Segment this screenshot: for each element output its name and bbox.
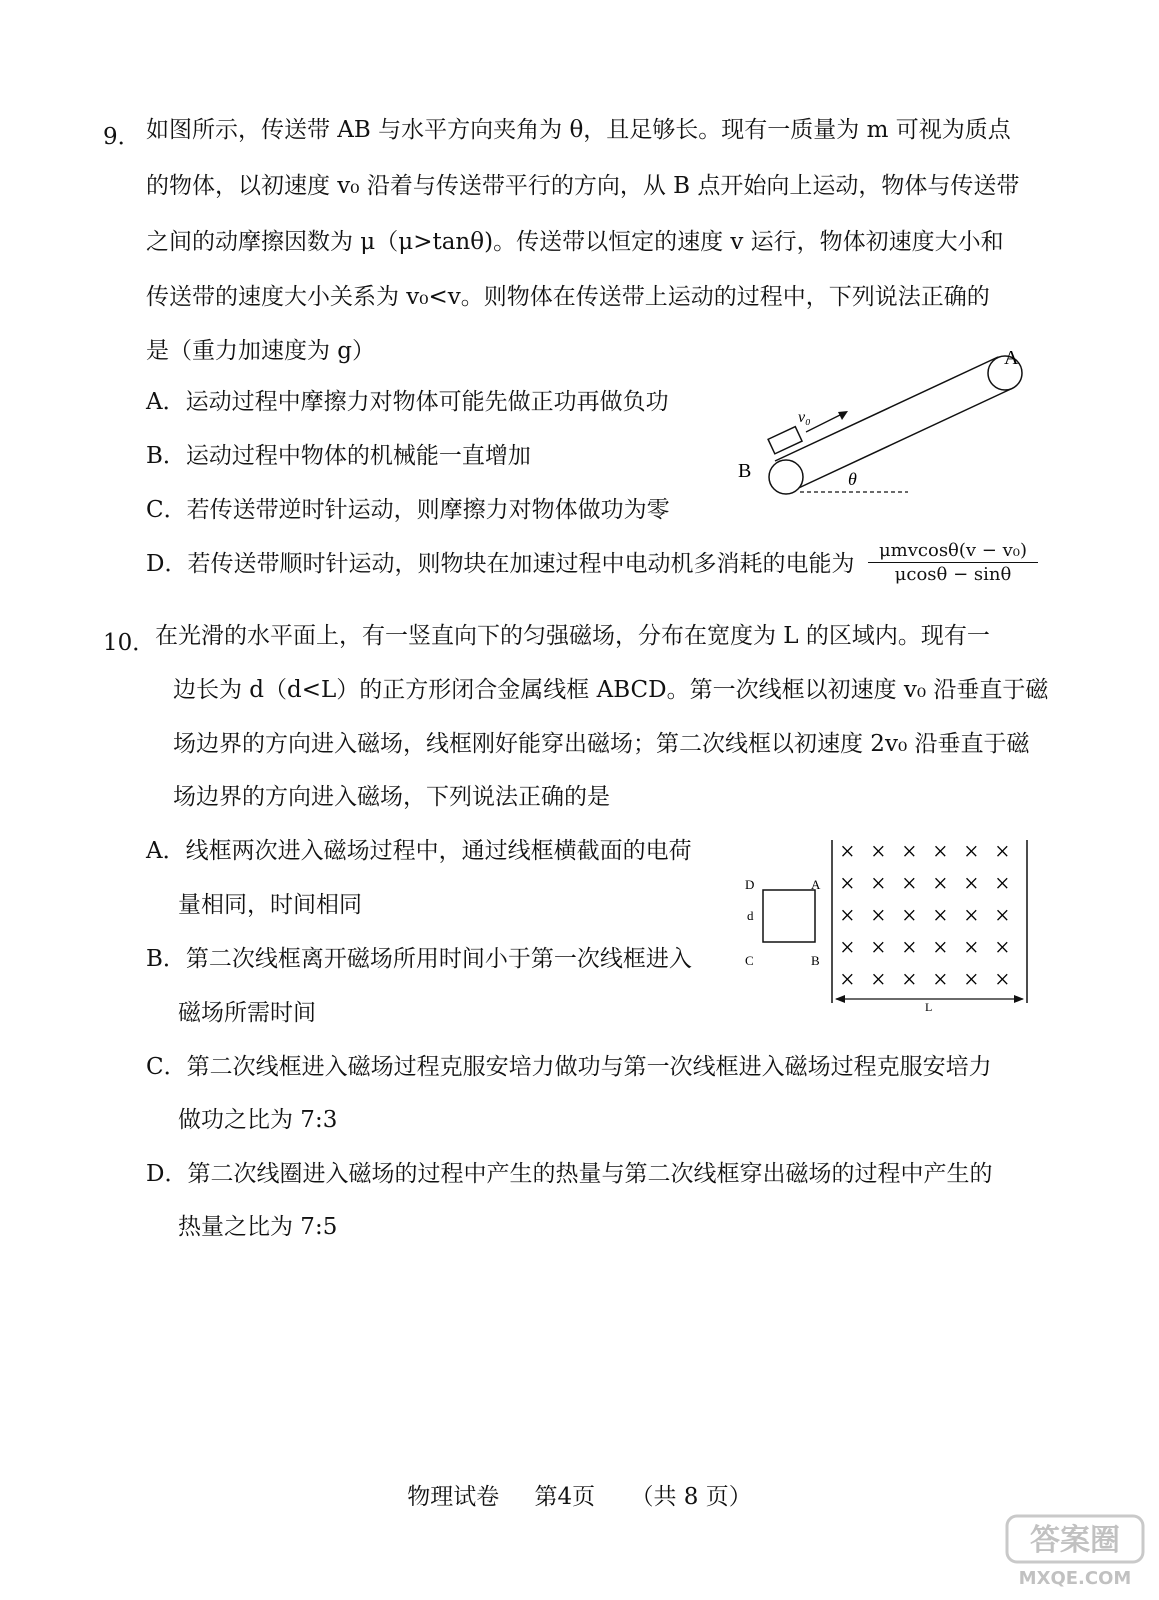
q9-line-3: 之间的动摩擦因数为 μ（μ>tanθ)。传送带以恒定的速度 v 运行，物体初速度大小和: [146, 229, 1004, 255]
field-mark: ×: [964, 933, 979, 962]
coil-label-b: B: [811, 953, 820, 968]
field-mark: ×: [964, 837, 979, 866]
field-mark: ×: [933, 965, 948, 994]
field-mark: ×: [871, 837, 886, 866]
field-mark: ×: [871, 965, 886, 994]
field-marks: [840, 837, 1010, 994]
q10-option-a-line-1: A．线框两次进入磁场过程中，通过线框横截面的电荷: [146, 838, 692, 864]
q10-option-d-line-2: 热量之比为 7:5: [178, 1214, 338, 1240]
field-mark: ×: [964, 965, 979, 994]
field-mark: ×: [964, 869, 979, 898]
field-mark: ×: [995, 965, 1010, 994]
watermark-logo: [1005, 1512, 1145, 1592]
field-mark: ×: [995, 869, 1010, 898]
q10-line-2: 边长为 d（d<L）的正方形闭合金属线框 ABCD。第一次线框以初速度 v₀ 沿垂直于磁: [173, 677, 1049, 703]
watermark-top: 答案圈: [1030, 1523, 1120, 1558]
q9-line-1: 如图所示，传送带 AB 与水平方向夹角为 θ，且足够长。现有一质量为 m 可视为质点: [146, 117, 1011, 143]
width-label-l: L: [925, 1000, 933, 1014]
field-mark: ×: [902, 869, 917, 898]
q10-line-4: 场边界的方向进入磁场，下列说法正确的是: [173, 784, 610, 810]
field-mark: ×: [964, 901, 979, 930]
coil-label-c: C: [745, 953, 754, 968]
q10-option-d-line-1: D．第二次线圈进入磁场的过程中产生的热量与第二次线框穿出磁场的过程中产生的: [146, 1161, 993, 1187]
field-mark: ×: [871, 901, 886, 930]
label-a: A: [1004, 347, 1019, 369]
block: [768, 427, 802, 454]
coil-label-a: A: [811, 877, 821, 892]
field-mark: ×: [995, 837, 1010, 866]
field-mark: ×: [933, 837, 948, 866]
field-mark: ×: [995, 901, 1010, 930]
magnetic-field-figure: [735, 835, 1035, 1015]
coil-square: [763, 890, 815, 942]
q10-line-3: 场边界的方向进入磁场，线框刚好能穿出磁场；第二次线框以初速度 2v₀ 沿垂直于磁: [173, 731, 1030, 757]
field-mark: ×: [840, 837, 855, 866]
field-mark: ×: [871, 869, 886, 898]
width-arrowhead-right: [1014, 995, 1024, 1003]
label-v0: v₀: [798, 409, 811, 426]
field-mark: ×: [902, 965, 917, 994]
footer-total: （共 8 页）: [630, 1484, 752, 1510]
q10-option-b-line-1: B．第二次线框离开磁场所用时间小于第一次线框进入: [146, 946, 692, 972]
formula-bar: [868, 562, 1038, 563]
field-mark: ×: [840, 901, 855, 930]
q9-line-5: 是（重力加速度为 g）: [146, 338, 376, 364]
belt-bottom-line: [790, 388, 1013, 492]
q9-line-2: 的物体，以初速度 v₀ 沿着与传送带平行的方向，从 B 点开始向上运动，物体与传送带: [146, 173, 1020, 199]
q9-option-d: D．若传送带顺时针运动，则物块在加速过程中电动机多消耗的电能为: [146, 551, 855, 577]
footer-subject: 物理试卷: [407, 1484, 500, 1510]
q10-option-b-line-2: 磁场所需时间: [178, 1000, 316, 1026]
conveyor-belt-figure: [730, 340, 1050, 510]
label-theta: θ: [848, 469, 857, 489]
q10-option-c-line-1: C．第二次线框进入磁场过程克服安培力做功与第一次线框进入磁场过程克服安培力: [146, 1054, 992, 1080]
field-mark: ×: [840, 933, 855, 962]
q9-option-a: A．运动过程中摩擦力对物体可能先做正功再做负功: [146, 389, 669, 415]
field-mark: ×: [871, 933, 886, 962]
page-footer: [0, 1478, 1159, 1511]
q10-line-1: 在光滑的水平面上，有一竖直向下的匀强磁场，分布在宽度为 L 的区域内。现有一: [155, 623, 990, 649]
formula-denominator: μcosθ − sinθ: [894, 564, 1012, 585]
field-mark: ×: [840, 965, 855, 994]
footer-page: 第4页: [534, 1484, 596, 1510]
coil-label-d: D: [745, 877, 755, 892]
pulley-b: [769, 460, 803, 494]
q10-number: 10．: [103, 630, 156, 656]
field-mark: ×: [902, 901, 917, 930]
q9-number: 9．: [103, 124, 141, 150]
q10-option-c-line-2: 做功之比为 7:3: [178, 1107, 338, 1133]
width-arrowhead-left: [835, 995, 845, 1003]
q9-line-4: 传送带的速度大小关系为 v₀<v。则物体在传送带上运动的过程中，下列说法正确的: [146, 284, 990, 310]
side-label-d: d: [747, 908, 754, 923]
field-mark: ×: [995, 933, 1010, 962]
q9-option-b: B．运动过程中物体的机械能一直增加: [146, 443, 531, 469]
watermark-bottom: MXQE.COM: [1018, 1568, 1132, 1589]
q9-option-d-formula: [868, 540, 1038, 585]
q10-option-a-line-2: 量相同，时间相同: [178, 892, 362, 918]
field-mark: ×: [933, 869, 948, 898]
label-b: B: [738, 460, 752, 482]
field-mark: ×: [902, 837, 917, 866]
formula-numerator: μmvcosθ(v − v₀): [878, 540, 1028, 561]
field-mark: ×: [933, 901, 948, 930]
field-mark: ×: [840, 869, 855, 898]
field-mark: ×: [902, 933, 917, 962]
q9-option-c: C．若传送带逆时针运动，则摩擦力对物体做功为零: [146, 497, 670, 523]
field-mark: ×: [933, 933, 948, 962]
